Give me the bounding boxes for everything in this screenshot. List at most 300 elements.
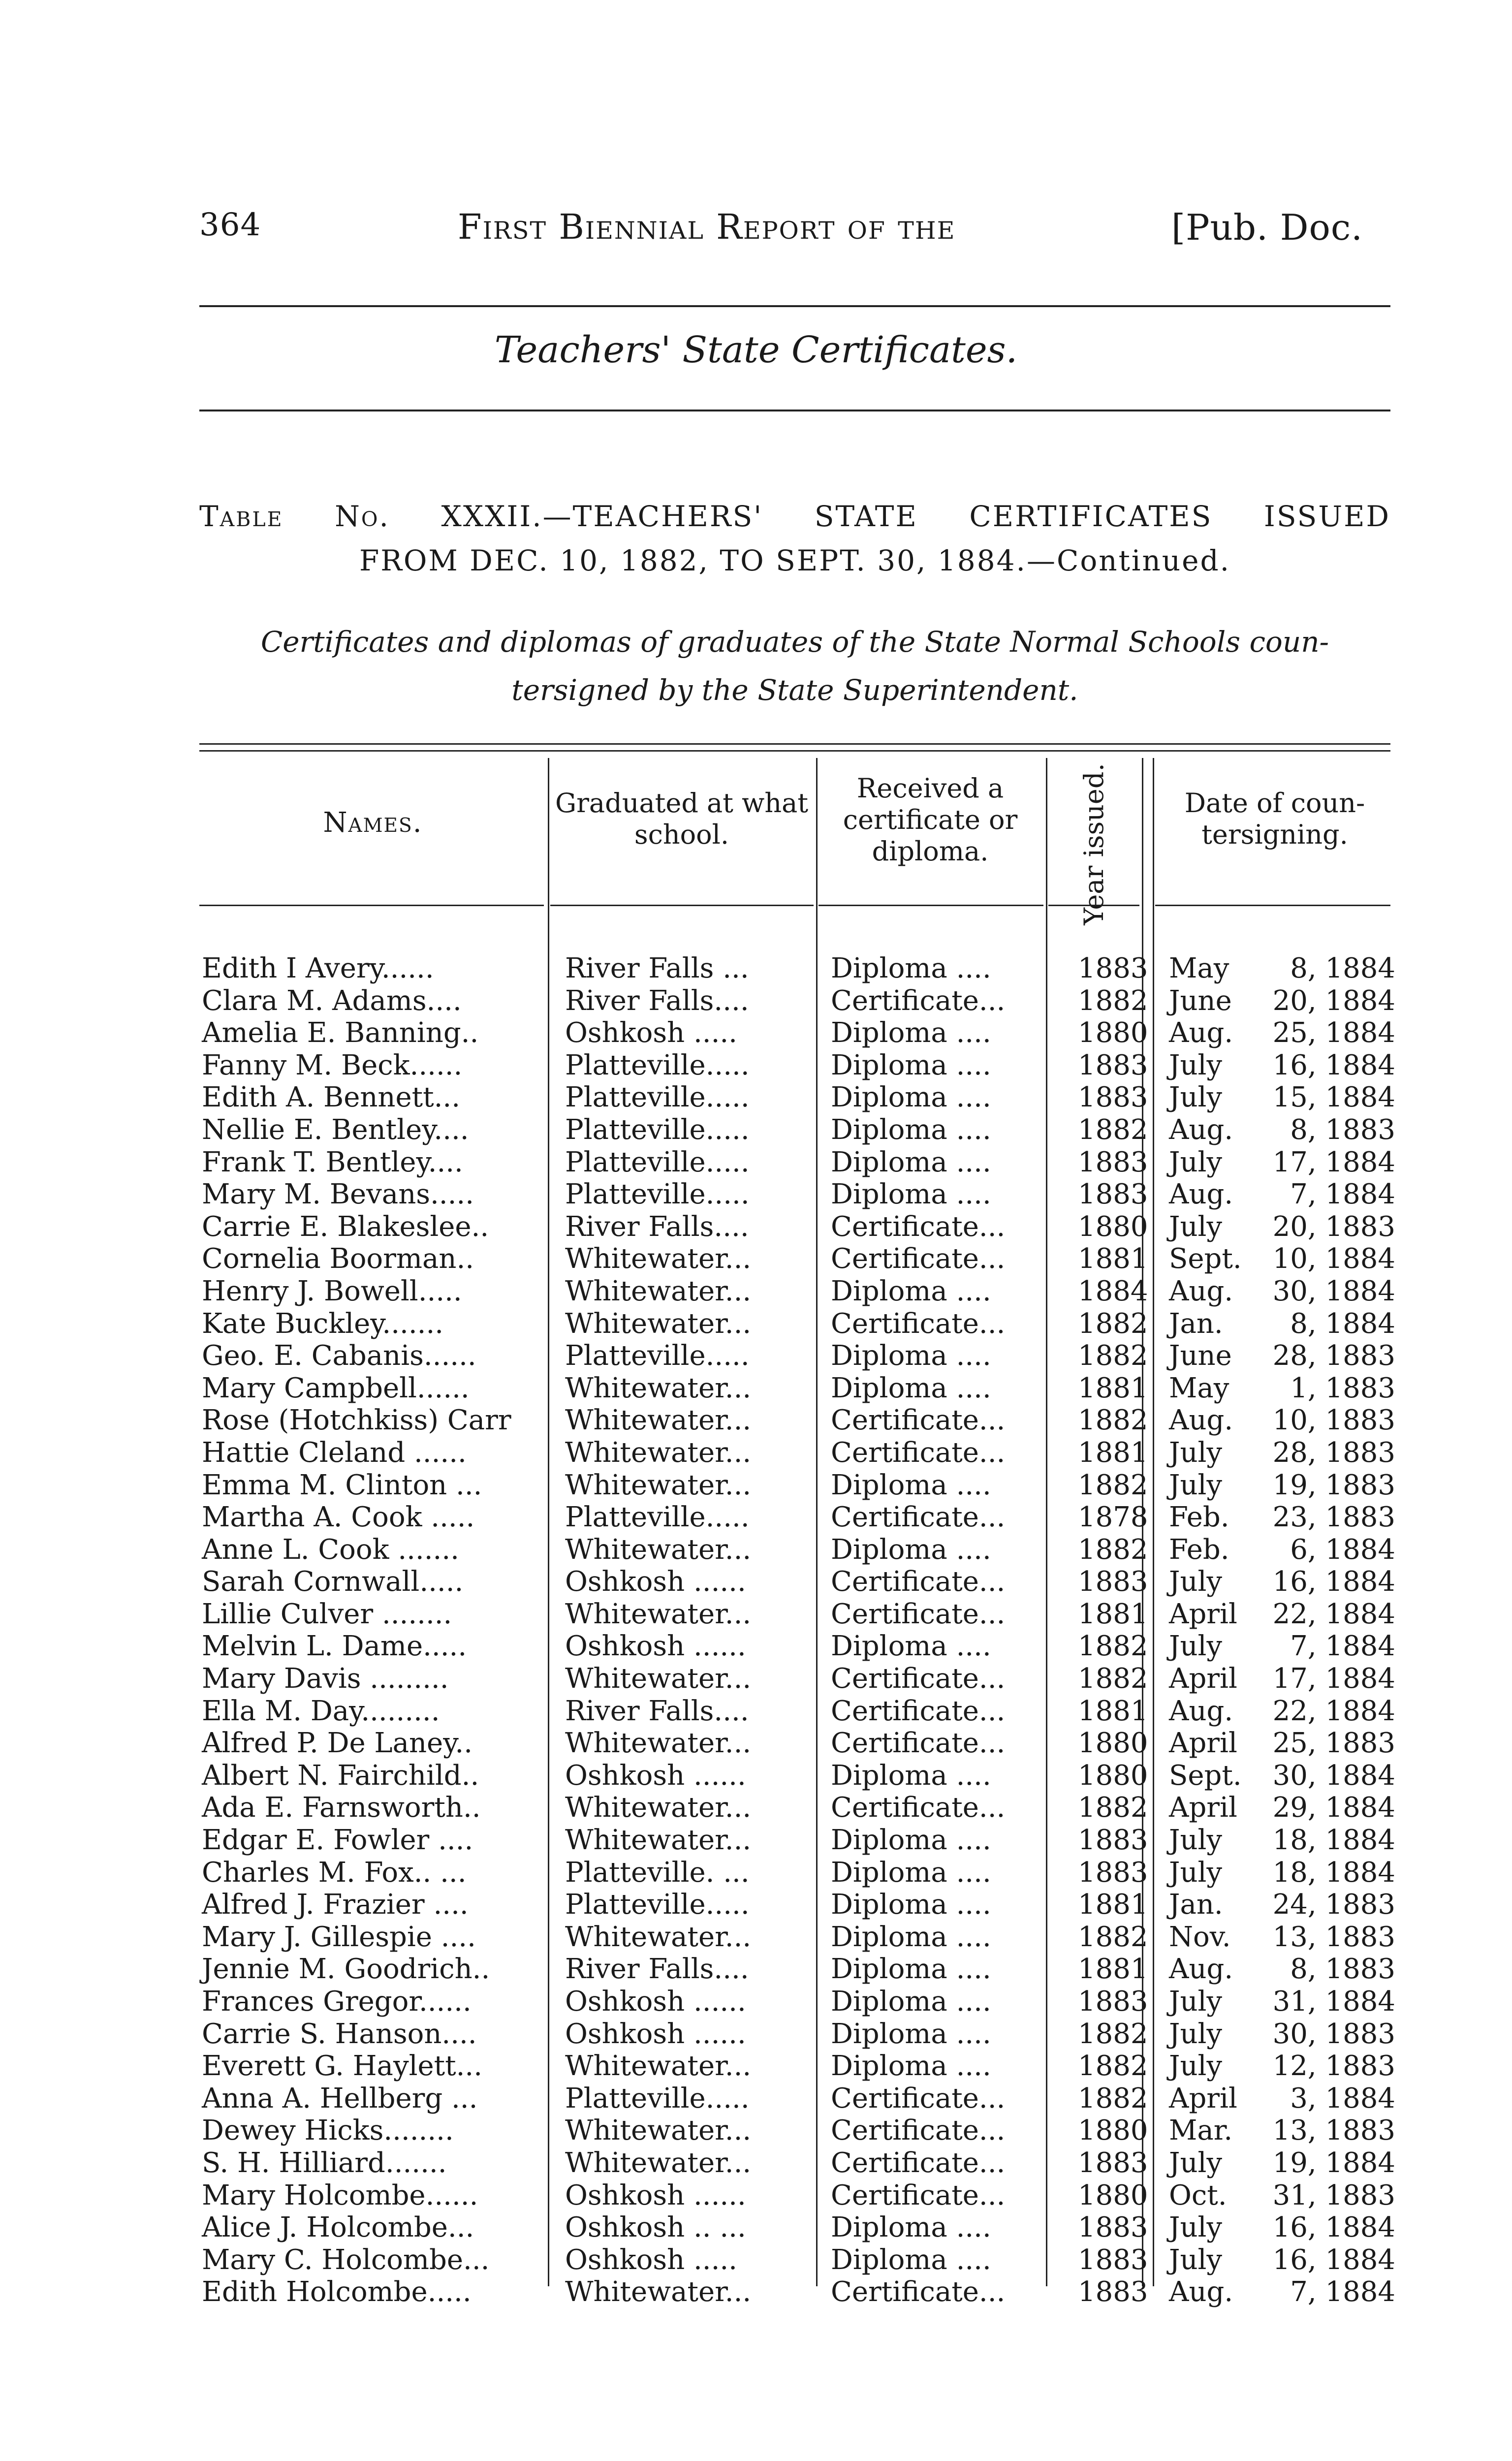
table-row [0, 2050, 1512, 2082]
countersign-day-year: 16, 1884 [1272, 2243, 1395, 2276]
countersign-month: July [1169, 1630, 1223, 1663]
countersign-day-year: 1, 1883 [1290, 1372, 1395, 1404]
year-issued: 1883 [1078, 2211, 1148, 2244]
table-row [0, 1211, 1512, 1243]
countersign-day-year: 17, 1884 [1272, 1146, 1395, 1178]
table-row [0, 1566, 1512, 1598]
graduated-school: Whitewater... [565, 1598, 752, 1630]
countersign-month: July [1169, 2211, 1223, 2244]
table-row [0, 1404, 1512, 1437]
header-separator-received [819, 905, 1043, 906]
year-issued: 1882 [1078, 2050, 1148, 2082]
year-issued: 1880 [1078, 1210, 1148, 1243]
countersign-day-year: 25, 1884 [1272, 1017, 1395, 1049]
year-issued: 1881 [1078, 1889, 1148, 1921]
teacher-name: Clara M. Adams.... [202, 984, 462, 1017]
year-issued: 1880 [1078, 2114, 1148, 2147]
table-row [0, 1501, 1512, 1534]
teacher-name: Emma M. Clinton ... [202, 1469, 482, 1501]
graduated-school: River Falls.... [565, 984, 749, 1017]
header-separator-graduated [550, 905, 814, 906]
teacher-name: Charles M. Fox.. ... [202, 1856, 467, 1889]
year-issued: 1881 [1078, 1436, 1148, 1469]
year-issued: 1882 [1078, 1340, 1148, 1372]
countersign-day-year: 8, 1883 [1290, 1113, 1395, 1146]
countersign-month: April [1169, 1598, 1237, 1630]
certificate-type: Certificate... [831, 1243, 1006, 1275]
certificate-type: Diploma .... [831, 1889, 991, 1921]
countersign-month: May [1169, 952, 1229, 984]
certificate-type: Diploma .... [831, 1113, 991, 1146]
column-header-names: Names. [323, 807, 423, 839]
year-issued: 1883 [1078, 1566, 1148, 1598]
certificate-type: Certificate... [831, 1663, 1006, 1695]
graduated-school: Platteville..... [565, 1340, 750, 1372]
teacher-name: Martha A. Cook ..... [202, 1501, 475, 1534]
table-row [0, 1663, 1512, 1695]
countersign-month: June [1169, 984, 1232, 1017]
table-row [0, 1695, 1512, 1728]
countersign-month: Aug. [1169, 1695, 1233, 1727]
table-top-rule [199, 743, 1390, 745]
countersign-day-year: 23, 1883 [1272, 1501, 1395, 1534]
certificate-type: Certificate... [831, 1404, 1006, 1437]
countersign-month: Jan. [1169, 1889, 1223, 1921]
countersign-day-year: 8, 1883 [1290, 1953, 1395, 1986]
table-row [0, 1146, 1512, 1179]
graduated-school: Whitewater... [565, 2146, 752, 2179]
graduated-school: Platteville..... [565, 1146, 750, 1178]
countersign-month: Feb. [1169, 1533, 1229, 1566]
header-separator-names [199, 905, 544, 906]
table-row [0, 1760, 1512, 1792]
table-row [0, 1921, 1512, 1954]
countersign-day-year: 29, 1884 [1272, 1792, 1395, 1824]
certificate-type: Diploma .... [831, 1146, 991, 1178]
countersign-day-year: 6, 1884 [1290, 1533, 1395, 1566]
graduated-school: Whitewater... [565, 1404, 752, 1437]
column-header-date: Date of coun- tersigning. [1184, 788, 1365, 850]
teacher-name: Ella M. Day......... [202, 1695, 440, 1727]
graduated-school: Whitewater... [565, 1436, 752, 1469]
column-header-year [1047, 763, 1141, 925]
countersign-month: July [1169, 2146, 1223, 2179]
countersign-day-year: 28, 1883 [1272, 1340, 1395, 1372]
countersign-day-year: 16, 1884 [1272, 1566, 1395, 1598]
teacher-name: Ada E. Farnsworth.. [202, 1792, 481, 1824]
year-issued: 1882 [1078, 1469, 1148, 1501]
year-issued: 1881 [1078, 1695, 1148, 1727]
certificate-type: Diploma .... [831, 1533, 991, 1566]
certificate-type: Certificate... [831, 1792, 1006, 1824]
countersign-day-year: 12, 1883 [1272, 2050, 1395, 2082]
certificate-type: Certificate... [831, 1436, 1006, 1469]
year-issued: 1882 [1078, 1921, 1148, 1953]
countersign-day-year: 22, 1884 [1272, 1598, 1395, 1630]
teacher-name: Mary Campbell...... [202, 1372, 470, 1404]
teacher-name: Nellie E. Bentley.... [202, 1113, 469, 1146]
header-separator-year [1048, 905, 1139, 906]
year-issued: 1883 [1078, 2146, 1148, 2179]
certificate-type: Diploma .... [831, 2243, 991, 2276]
table-row [0, 1017, 1512, 1049]
certificate-type: Diploma .... [831, 1340, 991, 1372]
year-issued: 1882 [1078, 2082, 1148, 2114]
table-row [0, 1534, 1512, 1566]
year-issued: 1878 [1078, 1501, 1148, 1534]
countersign-day-year: 10, 1884 [1272, 1243, 1395, 1275]
countersign-month: Aug. [1169, 1113, 1233, 1146]
countersign-day-year: 31, 1883 [1272, 2179, 1395, 2211]
year-issued: 1883 [1078, 2276, 1148, 2308]
countersign-day-year: 13, 1883 [1272, 1921, 1395, 1953]
countersign-month: Aug. [1169, 1404, 1233, 1437]
countersign-month: July [1169, 1824, 1223, 1857]
certificate-type: Certificate... [831, 1566, 1006, 1598]
graduated-school: Platteville..... [565, 2082, 750, 2114]
table-row [0, 1178, 1512, 1211]
certificate-type: Diploma .... [831, 1049, 991, 1081]
countersign-month: July [1169, 1856, 1223, 1889]
countersign-month: Sept. [1169, 1759, 1242, 1792]
countersign-month: June [1169, 1340, 1232, 1372]
year-issued: 1882 [1078, 1630, 1148, 1663]
year-issued: 1880 [1078, 1017, 1148, 1049]
certificate-type: Diploma .... [831, 2211, 991, 2244]
countersign-month: July [1169, 1210, 1223, 1243]
certificate-type: Diploma .... [831, 2050, 991, 2082]
countersign-day-year: 25, 1883 [1272, 1727, 1395, 1760]
certificate-type: Diploma .... [831, 1275, 991, 1307]
teacher-name: Mary M. Bevans..... [202, 1178, 474, 1211]
graduated-school: Whitewater... [565, 1307, 752, 1340]
year-issued: 1883 [1078, 1146, 1148, 1178]
certificate-type: Diploma .... [831, 1372, 991, 1404]
teacher-name: Amelia E. Banning.. [202, 1017, 479, 1049]
table-row [0, 1114, 1512, 1146]
countersign-day-year: 17, 1884 [1272, 1663, 1395, 1695]
countersign-day-year: 22, 1884 [1272, 1695, 1395, 1727]
teacher-name: Lillie Culver ........ [202, 1598, 452, 1630]
countersign-day-year: 16, 1884 [1272, 1049, 1395, 1081]
teacher-name: Frank T. Bentley.... [202, 1146, 463, 1178]
table-title-line-1 [199, 500, 1390, 533]
graduated-school: Platteville. ... [565, 1856, 750, 1889]
countersign-month: July [1169, 2050, 1223, 2082]
table-row [0, 2211, 1512, 2244]
graduated-school: Oshkosh ..... [565, 1017, 737, 1049]
countersign-day-year: 16, 1884 [1272, 2211, 1395, 2244]
certificate-type: Diploma .... [831, 1630, 991, 1663]
graduated-school: Whitewater... [565, 1372, 752, 1404]
countersign-day-year: 10, 1883 [1272, 1404, 1395, 1437]
countersign-day-year: 24, 1883 [1272, 1889, 1395, 1921]
teacher-name: Fanny M. Beck...... [202, 1049, 463, 1081]
countersign-month: July [1169, 1049, 1223, 1081]
table-row [0, 2276, 1512, 2308]
table-title-line-2: FROM DEC. 10, 1882, TO SEPT. 30, 1884.—Continued. [359, 544, 1231, 577]
year-issued: 1881 [1078, 1372, 1148, 1404]
year-issued: 1884 [1078, 1275, 1148, 1307]
table-row [0, 1049, 1512, 1082]
teacher-name: Rose (Hotchkiss) Carr [202, 1404, 511, 1437]
table-row [0, 1372, 1512, 1405]
countersign-day-year: 3, 1884 [1290, 2082, 1395, 2114]
countersign-day-year: 15, 1884 [1272, 1081, 1395, 1114]
countersign-month: Mar. [1169, 2114, 1233, 2147]
table-subtitle-line-1: Certificates and diplomas of graduates of the State Normal Schools coun- [260, 625, 1329, 659]
certificate-type: Certificate... [831, 1598, 1006, 1630]
year-issued: 1883 [1078, 2243, 1148, 2276]
countersign-day-year: 7, 1884 [1290, 1630, 1395, 1663]
year-issued: 1882 [1078, 1792, 1148, 1824]
teacher-name: Hattie Cleland ...... [202, 1436, 467, 1469]
year-issued: 1882 [1078, 984, 1148, 1017]
table-row [0, 1081, 1512, 1114]
graduated-school: Whitewater... [565, 1533, 752, 1566]
graduated-school: Platteville..... [565, 1113, 750, 1146]
year-issued: 1883 [1078, 1081, 1148, 1114]
year-issued: 1881 [1078, 1598, 1148, 1630]
year-issued: 1881 [1078, 1243, 1148, 1275]
countersign-day-year: 28, 1883 [1272, 1436, 1395, 1469]
table-row [0, 1308, 1512, 1340]
table-row [0, 1598, 1512, 1631]
countersign-day-year: 7, 1884 [1290, 2276, 1395, 2308]
graduated-school: Whitewater... [565, 1243, 752, 1275]
table-row [0, 1986, 1512, 2018]
table-row [0, 1889, 1512, 1921]
countersign-day-year: 20, 1883 [1272, 1210, 1395, 1243]
year-issued: 1882 [1078, 1307, 1148, 1340]
countersign-day-year: 30, 1884 [1272, 1759, 1395, 1792]
teacher-name: Dewey Hicks........ [202, 2114, 454, 2147]
year-issued: 1883 [1078, 1856, 1148, 1889]
table-row [0, 1469, 1512, 1502]
teacher-name: Carrie S. Hanson.... [202, 2018, 477, 2050]
certificate-type: Certificate... [831, 1695, 1006, 1727]
column-header-received: Received a certificate or diploma. [843, 773, 1018, 867]
countersign-day-year: 18, 1884 [1272, 1824, 1395, 1857]
countersign-month: Aug. [1169, 1178, 1233, 1211]
table-title-text: XXXII.—TEACHERS' STATE CERTIFICATES ISSUED [441, 500, 1390, 533]
countersign-month: July [1169, 1986, 1223, 2018]
graduated-school: River Falls.... [565, 1695, 749, 1727]
certificate-type: Diploma .... [831, 1178, 991, 1211]
teacher-name: Mary Davis ......... [202, 1663, 449, 1695]
graduated-school: Oshkosh ...... [565, 1566, 746, 1598]
table-row [0, 1792, 1512, 1824]
year-issued: 1880 [1078, 2179, 1148, 2211]
table-row [0, 1437, 1512, 1469]
countersign-day-year: 8, 1884 [1290, 952, 1395, 984]
graduated-school: Oshkosh ...... [565, 1759, 746, 1792]
countersign-day-year: 19, 1883 [1272, 1469, 1395, 1501]
teacher-name: Frances Gregor...... [202, 1986, 472, 2018]
teacher-name: Mary J. Gillespie .... [202, 1921, 476, 1953]
graduated-school: River Falls.... [565, 1210, 749, 1243]
table-title-prefix: Table No. [199, 500, 390, 533]
countersign-month: Aug. [1169, 2276, 1233, 2308]
table-row [0, 1243, 1512, 1275]
section-title: Teachers' State Certificates. [494, 329, 1018, 371]
teacher-name: Alfred J. Frazier .... [202, 1889, 469, 1921]
header-rule-bottom [199, 410, 1390, 411]
graduated-school: Whitewater... [565, 2050, 752, 2082]
teacher-name: Kate Buckley....... [202, 1307, 444, 1340]
certificate-type: Certificate... [831, 2179, 1006, 2211]
teacher-name: Jennie M. Goodrich.. [202, 1953, 490, 1986]
countersign-month: July [1169, 1566, 1223, 1598]
table-row [0, 1630, 1512, 1663]
countersign-month: July [1169, 1436, 1223, 1469]
certificate-table-body [0, 952, 1512, 2308]
column-header-graduated: Graduated at what school. [555, 788, 809, 850]
year-issued: 1883 [1078, 1049, 1148, 1081]
graduated-school: Whitewater... [565, 1469, 752, 1501]
graduated-school: Platteville..... [565, 1889, 750, 1921]
table-row [0, 2147, 1512, 2179]
teacher-name: Mary Holcombe...... [202, 2179, 478, 2211]
graduated-school: Whitewater... [565, 2114, 752, 2147]
countersign-month: Jan. [1169, 1307, 1223, 1340]
teacher-name: Edith Holcombe..... [202, 2276, 472, 2308]
year-issued: 1882 [1078, 1404, 1148, 1437]
teacher-name: Alice J. Holcombe... [202, 2211, 474, 2244]
certificate-type: Certificate... [831, 984, 1006, 1017]
header-separator-date [1155, 905, 1390, 906]
teacher-name: Cornelia Boorman.. [202, 1243, 474, 1275]
year-issued: 1881 [1078, 1953, 1148, 1986]
teacher-name: Anne L. Cook ....... [202, 1533, 459, 1566]
graduated-school: Oshkosh ...... [565, 2018, 746, 2050]
certificate-type: Diploma .... [831, 1856, 991, 1889]
teacher-name: Alfred P. De Laney.. [202, 1727, 472, 1760]
teacher-name: Anna A. Hellberg ... [202, 2082, 478, 2114]
certificate-type: Diploma .... [831, 2018, 991, 2050]
year-issued: 1882 [1078, 1113, 1148, 1146]
countersign-month: Aug. [1169, 1275, 1233, 1307]
table-row [0, 2114, 1512, 2147]
countersign-month: April [1169, 1663, 1237, 1695]
table-row [0, 1275, 1512, 1308]
graduated-school: Oshkosh ...... [565, 1986, 746, 2018]
countersign-day-year: 18, 1884 [1272, 1856, 1395, 1889]
table-top-rule-double [199, 750, 1390, 752]
table-row [0, 2082, 1512, 2115]
teacher-name: Edith I Avery...... [202, 952, 434, 984]
year-issued: 1883 [1078, 952, 1148, 984]
certificate-type: Diploma .... [831, 1081, 991, 1114]
countersign-month: Oct. [1169, 2179, 1227, 2211]
teacher-name: Carrie E. Blakeslee.. [202, 1210, 489, 1243]
year-issued: 1882 [1078, 1533, 1148, 1566]
countersign-day-year: 30, 1883 [1272, 2018, 1395, 2050]
year-issued: 1880 [1078, 1759, 1148, 1792]
countersign-month: April [1169, 1792, 1237, 1824]
certificate-type: Certificate... [831, 2276, 1006, 2308]
certificate-type: Certificate... [831, 1307, 1006, 1340]
graduated-school: Platteville..... [565, 1178, 750, 1211]
certificate-type: Diploma .... [831, 1921, 991, 1953]
graduated-school: River Falls ... [565, 952, 749, 984]
countersign-day-year: 19, 1884 [1272, 2146, 1395, 2179]
countersign-month: July [1169, 1469, 1223, 1501]
countersign-day-year: 7, 1884 [1290, 1178, 1395, 1211]
teacher-name: Sarah Cornwall..... [202, 1566, 464, 1598]
countersign-day-year: 13, 1883 [1272, 2114, 1395, 2147]
column-header-year-text: Year issued. [1078, 763, 1109, 925]
certificate-type: Diploma .... [831, 952, 991, 984]
table-row [0, 985, 1512, 1017]
countersign-month: Nov. [1169, 1921, 1231, 1953]
graduated-school: Oshkosh ...... [565, 1630, 746, 1663]
countersign-month: May [1169, 1372, 1229, 1404]
countersign-day-year: 30, 1884 [1272, 1275, 1395, 1307]
teacher-name: Mary C. Holcombe... [202, 2243, 490, 2276]
certificate-type: Diploma .... [831, 1953, 991, 1986]
teacher-name: S. H. Hilliard....... [202, 2146, 447, 2179]
graduated-school: Oshkosh .. ... [565, 2211, 746, 2244]
graduated-school: Whitewater... [565, 1921, 752, 1953]
certificate-type: Certificate... [831, 2146, 1006, 2179]
table-row [0, 1340, 1512, 1372]
teacher-name: Edith A. Bennett... [202, 1081, 461, 1114]
table-row [0, 952, 1512, 985]
countersign-month: July [1169, 1081, 1223, 1114]
graduated-school: Platteville..... [565, 1501, 750, 1534]
graduated-school: River Falls.... [565, 1953, 749, 1986]
countersign-month: April [1169, 2082, 1237, 2114]
teacher-name: Albert N. Fairchild.. [202, 1759, 479, 1792]
countersign-month: Aug. [1169, 1017, 1233, 1049]
document-label: [Pub. Doc. [1171, 207, 1363, 248]
certificate-type: Diploma .... [831, 1986, 991, 2018]
teacher-name: Melvin L. Dame..... [202, 1630, 467, 1663]
year-issued: 1882 [1078, 2018, 1148, 2050]
certificate-type: Certificate... [831, 1501, 1006, 1534]
countersign-month: Sept. [1169, 1243, 1242, 1275]
page-number: 364 [199, 207, 261, 243]
graduated-school: Whitewater... [565, 1275, 752, 1307]
countersign-day-year: 20, 1884 [1272, 984, 1395, 1017]
header-rule-top [199, 305, 1390, 307]
graduated-school: Platteville..... [565, 1081, 750, 1114]
graduated-school: Oshkosh ...... [565, 2179, 746, 2211]
countersign-month: Aug. [1169, 1953, 1233, 1986]
graduated-school: Whitewater... [565, 1824, 752, 1857]
graduated-school: Platteville..... [565, 1049, 750, 1081]
table-row [0, 1824, 1512, 1857]
graduated-school: Whitewater... [565, 1792, 752, 1824]
certificate-type: Certificate... [831, 1727, 1006, 1760]
countersign-month: July [1169, 1146, 1223, 1178]
certificate-type: Certificate... [831, 2082, 1006, 2114]
graduated-school: Oshkosh ..... [565, 2243, 737, 2276]
certificate-type: Certificate... [831, 1210, 1006, 1243]
table-row [0, 2244, 1512, 2276]
countersign-day-year: 31, 1884 [1272, 1986, 1395, 2018]
year-issued: 1883 [1078, 1824, 1148, 1857]
table-row [0, 1953, 1512, 1986]
table-row [0, 1857, 1512, 1889]
countersign-month: July [1169, 2018, 1223, 2050]
teacher-name: Geo. E. Cabanis...... [202, 1340, 476, 1372]
countersign-month: April [1169, 1727, 1237, 1760]
countersign-month: Feb. [1169, 1501, 1229, 1534]
graduated-school: Whitewater... [565, 2276, 752, 2308]
year-issued: 1883 [1078, 1178, 1148, 1211]
